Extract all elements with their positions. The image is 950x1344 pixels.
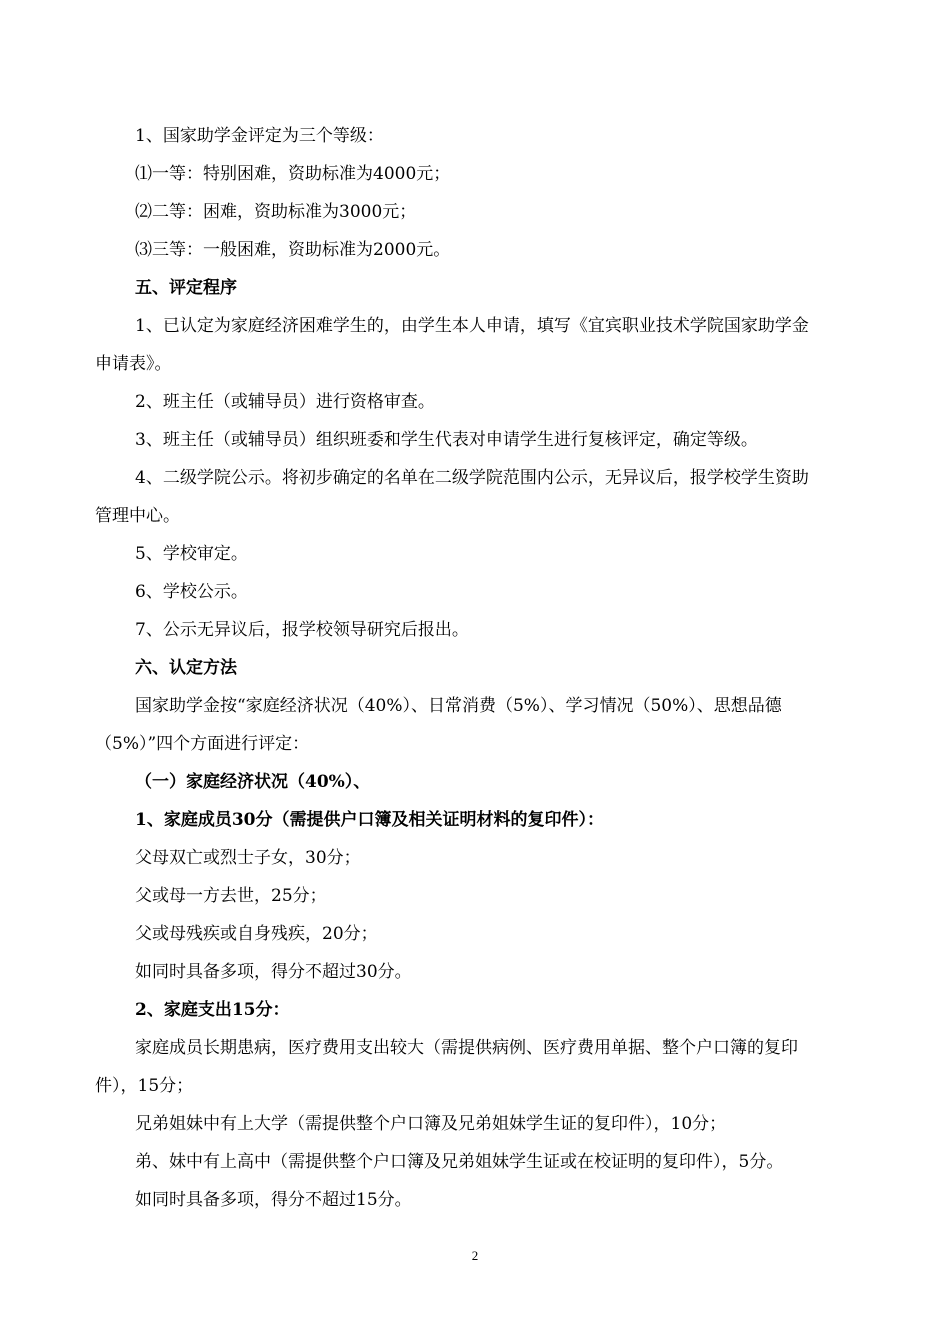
procedure-step-4-cont: 管理中心。 [95,506,180,526]
family-expense-heading: 2、家庭支出15分： [135,1000,290,1020]
subsection-heading-economic: （一）家庭经济状况（40%）、 [135,772,371,792]
family-item-3: 父或母残疾或自身残疾，20分； [135,924,378,944]
grade-3: ⑶三等：一般困难，资助标准为2000元。 [135,240,451,260]
procedure-step-1-cont: 申请表》。 [95,354,172,374]
family-item-4: 如同时具备多项，得分不超过30分。 [135,962,412,982]
section-heading-procedure: 五、评定程序 [135,278,237,298]
procedure-step-3: 3、班主任（或辅导员）组织班委和学生代表对申请学生进行复核评定，确定等级。 [135,430,758,450]
procedure-step-2: 2、班主任（或辅导员）进行资格审查。 [135,392,435,412]
method-intro-cont: （5%）”四个方面进行评定： [95,734,310,754]
family-members-heading: 1、家庭成员30分（需提供户口簿及相关证明材料的复印件）： [135,810,604,830]
expense-item-1-cont: 件），15分； [95,1076,194,1096]
expense-item-1: 家庭成员长期患病，医疗费用支出较大（需提供病例、医疗费用单据、整个户口簿的复印 [135,1038,798,1058]
page-number: 2 [471,1248,479,1263]
procedure-step-1: 1、已认定为家庭经济困难学生的，由学生本人申请，填写《宜宾职业技术学院国家助学金 [135,316,809,336]
procedure-step-7: 7、公示无异议后，报学校领导研究后报出。 [135,620,469,640]
expense-item-3: 弟、妹中有上高中（需提供整个户口簿及兄弟姐妹学生证或在校证明的复印件），5分。 [135,1152,784,1172]
expense-item-4: 如同时具备多项，得分不超过15分。 [135,1190,412,1210]
grade-2: ⑵二等：困难，资助标准为3000元； [135,202,417,222]
section-heading-method: 六、认定方法 [135,658,237,678]
grades-intro: 1、国家助学金评定为三个等级： [135,126,384,146]
procedure-step-6: 6、学校公示。 [135,582,248,602]
family-item-1: 父母双亡或烈士子女，30分； [135,848,361,868]
method-intro: 国家助学金按“家庭经济状况（40%）、日常消费（5%）、学习情况（50%）、思想品德 [135,696,782,716]
family-item-2: 父或母一方去世，25分； [135,886,327,906]
procedure-step-4: 4、二级学院公示。将初步确定的名单在二级学院范围内公示，无异议后，报学校学生资助 [135,468,809,488]
procedure-step-5: 5、学校审定。 [135,544,248,564]
expense-item-2: 兄弟姐妹中有上大学（需提供整个户口簿及兄弟姐妹学生证的复印件），10分； [135,1114,727,1134]
grade-1: ⑴一等：特别困难，资助标准为4000元； [135,164,451,184]
